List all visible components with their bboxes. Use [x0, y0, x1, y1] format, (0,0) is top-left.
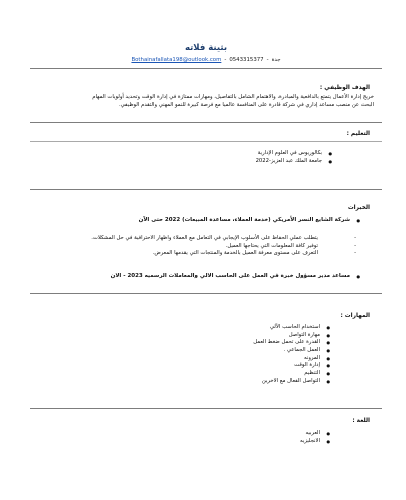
section-divider: [30, 122, 382, 123]
duty-item: - يتطلب عملي الحفاظ على الأسلوب الإيجابي في التعامل مع العملاء واظهار الاحترافية في حل المشكلات.: [36, 235, 356, 243]
skills-heading: المهارات :: [340, 313, 370, 319]
experience-heading: الخبرات: [347, 205, 370, 211]
section-divider: [30, 293, 382, 294]
section-divider: [30, 189, 382, 190]
email-link[interactable]: Bothainafallata198@outlook.com: [131, 57, 222, 63]
skill-item: ● المرونه: [36, 355, 330, 363]
skill-item: ● العمل الجماعي .: [36, 347, 330, 355]
experience-job-2: [36, 273, 360, 281]
education-heading: التعليم :: [346, 131, 370, 137]
languages-heading: اللغة :: [352, 418, 370, 424]
skill-item: ● التواصل الفعال مع الاخرين: [36, 378, 330, 386]
phone-number: 0543315377: [229, 57, 264, 63]
experience-job-1: [36, 217, 360, 225]
language-item: ● الانجليزيه: [36, 438, 330, 446]
objective-text: [40, 94, 374, 109]
list-item: ● جامعة الملك عبد العزيز-2022: [36, 158, 332, 166]
city: جدة: [271, 57, 281, 63]
skill-item: ● القدرة على تحمل ضغط العمل: [36, 339, 330, 347]
duty-item: - التعرف على مستوى معرفة العميل بالخدمة والمنتجات التي يقدمها المعرض.: [36, 250, 356, 258]
skill-item: ● إدارة الوقت: [36, 362, 330, 370]
header-divider: [30, 68, 382, 69]
contact-separator: -: [266, 57, 269, 63]
candidate-name: بثينة فلاته: [184, 43, 228, 53]
skills-list: [36, 324, 330, 385]
list-item: ● بكالوريوس في العلوم الإدارية: [36, 150, 332, 158]
duty-item: - توفير كافة المعلومات التي يحتاجها العميل.: [36, 243, 356, 251]
education-list: [36, 150, 332, 165]
contact-separator: -: [224, 57, 227, 63]
contact-line: [30, 57, 382, 65]
objective-line: البحث عن منصب مساعد إداري في شركة قادرة على المنافسة عالميا مع فرصة كبيرة للنمو المهني والتقدم الوظيفي.: [118, 101, 374, 108]
heading-underline: [30, 141, 382, 142]
skill-item: ● التنظيم: [36, 370, 330, 378]
objective-line: خريج إدارة الأعمال يتمتع بالدافعية والمبادرة، والاهتمام الشامل بالتفاصيل، ومهارات ممتازة في إدارة الوقت وتحديد أولويات المهام: [92, 94, 374, 100]
job-1-duties: [36, 235, 356, 258]
objective-heading: الهدف الوظيفي :: [319, 85, 370, 91]
resume-page: [30, 0, 382, 500]
skill-item: ● مهارة التواصل: [36, 332, 330, 340]
job-title: ● شركة الشايع النسر الأمريكي (خدمة العملاء، مساعدة المبيعات) 2022 حتى الآن: [36, 217, 360, 225]
section-divider: [30, 408, 382, 409]
skill-item: ● استخدام الحاسب الآلي: [36, 324, 330, 332]
language-item: ● العربيه: [36, 430, 330, 438]
job-title: ● مساعد مدير مسؤول خبرة في العمل على الحاسب الالي والمعاملات الرسميه 2023 - الان: [36, 273, 360, 281]
languages-list: [36, 430, 330, 445]
